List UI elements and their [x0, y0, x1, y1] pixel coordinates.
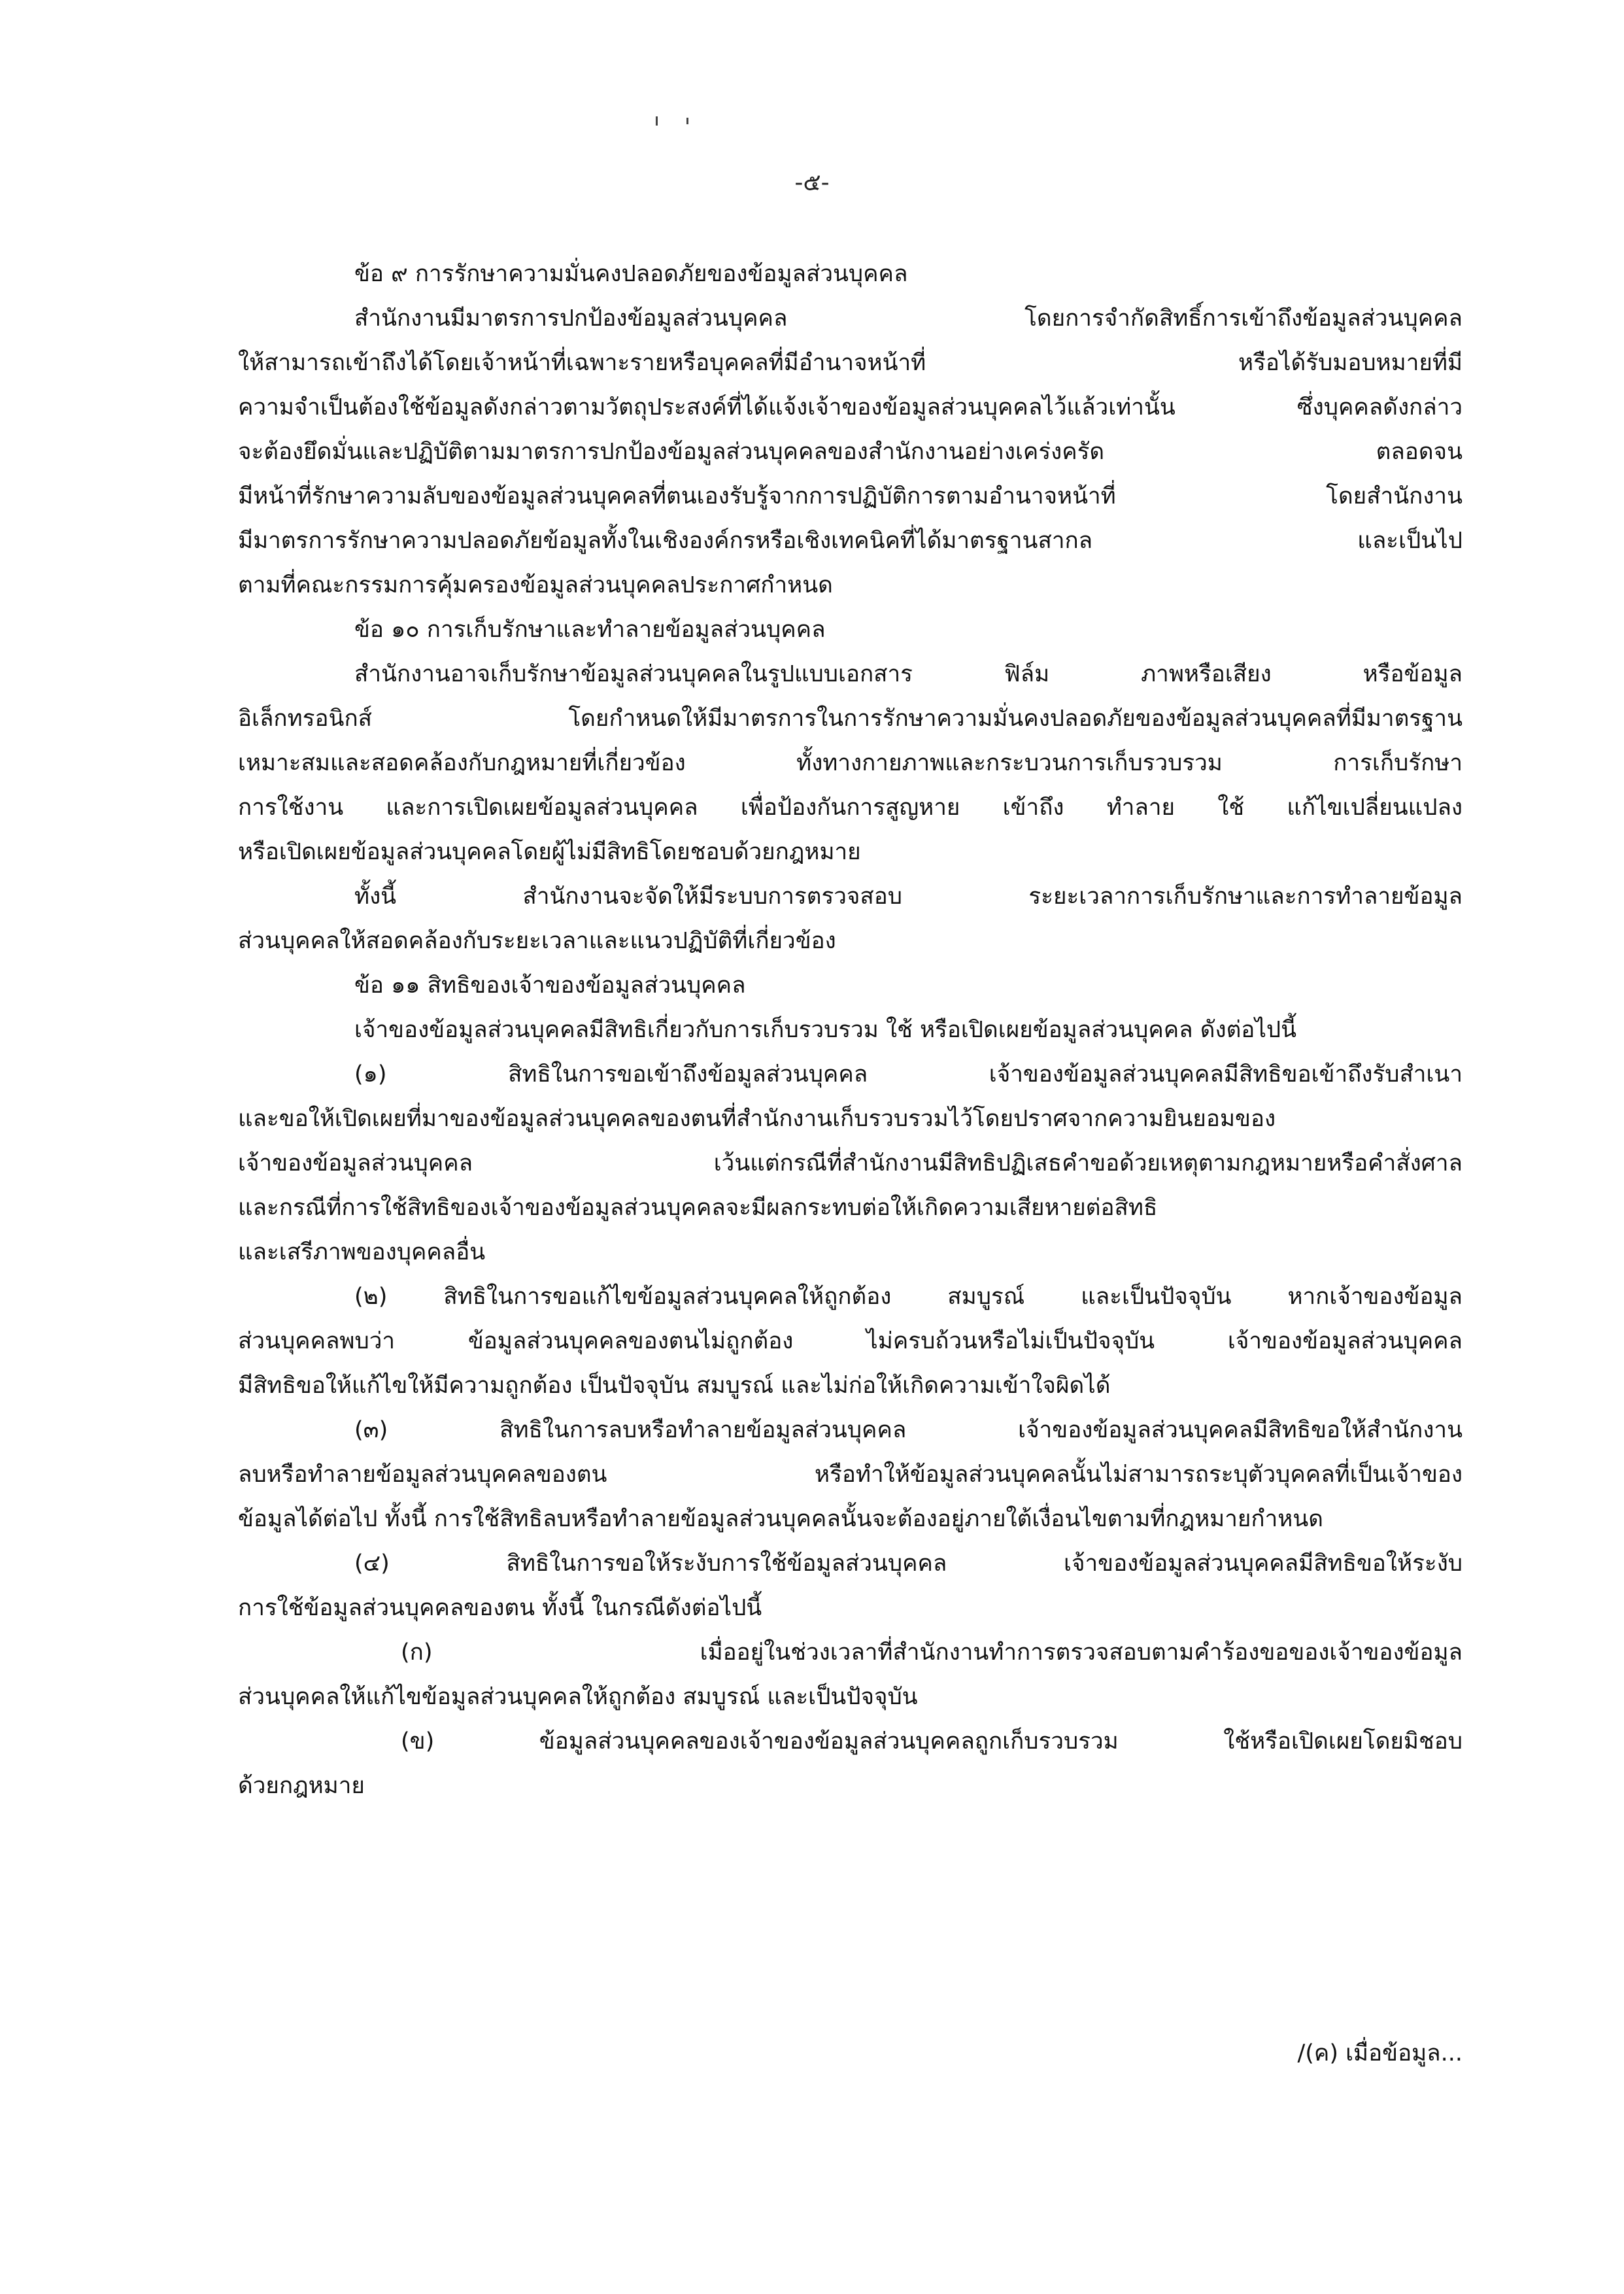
continuation-footer: /(ค) เมื่อข้อมูล...: [1297, 2040, 1463, 2066]
paragraph-first-line: (๔) สิทธิในการขอให้ระงับการใช้ข้อมูลส่วนบุคคล เจ้าของข้อมูลส่วนบุคคลมีสิทธิขอให้ระงับ: [354, 1550, 1463, 1577]
paragraph-line: ตามที่คณะกรรมการคุ้มครองข้อมูลส่วนบุคคลประกาศกำหนด: [238, 572, 833, 598]
section-heading: ข้อ ๙ การรักษาความมั่นคงปลอดภัยของข้อมูลส่วนบุคคล: [354, 261, 908, 287]
paragraph-line: อิเล็กทรอนิกส์ โดยกำหนดให้มีมาตรการในการรักษาความมั่นคงปลอดภัยของข้อมูลส่วนบุคคลที่มีมาตรฐาน: [238, 706, 1463, 732]
paragraph-first-line: (๒) สิทธิในการขอแก้ไขข้อมูลส่วนบุคคลให้ถูกต้อง สมบูรณ์ และเป็นปัจจุบัน หากเจ้าของข้อมูล: [354, 1284, 1463, 1310]
page-number: -๕-: [794, 169, 830, 196]
paragraph-line: การใช้งาน และการเปิดเผยข้อมูลส่วนบุคคล เพื่อป้องกันการสูญหาย เข้าถึง ทำลาย ใช้ แก้ไขเปลี่ยนแปลง: [238, 795, 1463, 821]
paragraph-line: มีหน้าที่รักษาความลับของข้อมูลส่วนบุคคลที่ตนเองรับรู้จากการปฏิบัติการตามอำนาจหน้าที่ โดยสำนักงาน: [238, 483, 1463, 509]
paragraph-line: และเสรีภาพของบุคคลอื่น: [238, 1239, 486, 1265]
paragraph-first-line: เจ้าของข้อมูลส่วนบุคคลมีสิทธิเกี่ยวกับการเก็บรวบรวม ใช้ หรือเปิดเผยข้อมูลส่วนบุคคล ดังต่อไปนี้: [354, 1017, 1297, 1043]
section-heading: ข้อ ๑๐ การเก็บรักษาและทำลายข้อมูลส่วนบุคคล: [354, 617, 826, 643]
paragraph-first-line: (ก) เมื่ออยู่ในช่วงเวลาที่สำนักงานทำการตรวจสอบตามคำร้องขอของเจ้าของข้อมูล: [401, 1639, 1463, 1666]
paragraph-line: ส่วนบุคคลให้แก้ไขข้อมูลส่วนบุคคลให้ถูกต้อง สมบูรณ์ และเป็นปัจจุบัน: [238, 1684, 918, 1710]
paragraph-first-line: (๑) สิทธิในการขอเข้าถึงข้อมูลส่วนบุคคล เจ้าของข้อมูลส่วนบุคคลมีสิทธิขอเข้าถึงรับสำเนา: [354, 1061, 1463, 1087]
paragraph-first-line: (๓) สิทธิในการลบหรือทำลายข้อมูลส่วนบุคคล เจ้าของข้อมูลส่วนบุคคลมีสิทธิขอให้สำนักงาน: [354, 1417, 1463, 1443]
scan-speck: [686, 118, 688, 124]
paragraph-first-line: (ข) ข้อมูลส่วนบุคคลของเจ้าของข้อมูลส่วนบุคคลถูกเก็บรวบรวม ใช้หรือเปิดเผยโดยมิชอบ: [401, 1728, 1463, 1755]
paragraph-first-line: สำนักงานมีมาตรการปกป้องข้อมูลส่วนบุคคล โดยการจำกัดสิทธิ์การเข้าถึงข้อมูลส่วนบุคคล: [354, 305, 1463, 332]
paragraph-line: ความจำเป็นต้องใช้ข้อมูลดังกล่าวตามวัตถุประสงค์ที่ได้แจ้งเจ้าของข้อมูลส่วนบุคคลไว้แล้วเท่านั้น ซึ่งบุคคลดังกล่าว: [238, 394, 1463, 420]
paragraph-line: ข้อมูลได้ต่อไป ทั้งนี้ การใช้สิทธิลบหรือทำลายข้อมูลส่วนบุคคลนั้นจะต้องอยู่ภายใต้เงื่อนไขตามที่กฎหมายกำหนด: [238, 1506, 1323, 1532]
paragraph-line: ลบหรือทำลายข้อมูลส่วนบุคคลของตน หรือทำให้ข้อมูลส่วนบุคคลนั้นไม่สามารถระบุตัวบุคคลที่เป็นเจ้าของ: [238, 1462, 1463, 1488]
paragraph-line: จะต้องยึดมั่นและปฏิบัติตามมาตรการปกป้องข้อมูลส่วนบุคคลของสำนักงานอย่างเคร่งครัด ตลอดจน: [238, 439, 1463, 465]
paragraph-line: และขอให้เปิดเผยที่มาของข้อมูลส่วนบุคคลของตนที่สำนักงานเก็บรวบรวมไว้โดยปราศจากความยินยอมของ: [238, 1106, 1276, 1132]
paragraph-line: ด้วยกฎหมาย: [238, 1773, 365, 1799]
paragraph-first-line: สำนักงานอาจเก็บรักษาข้อมูลส่วนบุคคลในรูปแบบเอกสาร ฟิล์ม ภาพหรือเสียง หรือข้อมูล: [354, 661, 1463, 687]
scan-speck: [656, 116, 658, 126]
paragraph-line: มีสิทธิขอให้แก้ไขให้มีความถูกต้อง เป็นปัจจุบัน สมบูรณ์ และไม่ก่อให้เกิดความเข้าใจผิดได้: [238, 1373, 1111, 1399]
paragraph-line: การใช้ข้อมูลส่วนบุคคลของตน ทั้งนี้ ในกรณีดังต่อไปนี้: [238, 1595, 762, 1621]
paragraph-line: ส่วนบุคคลให้สอดคล้องกับระยะเวลาและแนวปฏิบัติที่เกี่ยวข้อง: [238, 928, 836, 954]
section-heading: ข้อ ๑๑ สิทธิของเจ้าของข้อมูลส่วนบุคคล: [354, 972, 746, 999]
paragraph-line: เจ้าของข้อมูลส่วนบุคคล เว้นแต่กรณีที่สำนักงานมีสิทธิปฏิเสธคำขอด้วยเหตุตามกฎหมายหรือคำสั่งศาล: [238, 1150, 1463, 1176]
paragraph-line: ให้สามารถเข้าถึงได้โดยเจ้าหน้าที่เฉพาะรายหรือบุคคลที่มีอำนาจหน้าที่ หรือได้รับมอบหมายที่มี: [238, 350, 1463, 376]
document-body: [238, 252, 1463, 1808]
paragraph-line: และกรณีที่การใช้สิทธิของเจ้าของข้อมูลส่วนบุคคลจะมีผลกระทบต่อให้เกิดความเสียหายต่อสิทธิ: [238, 1195, 1158, 1221]
paragraph-line: หรือเปิดเผยข้อมูลส่วนบุคคลโดยผู้ไม่มีสิทธิโดยชอบด้วยกฎหมาย: [238, 839, 861, 865]
paragraph-first-line: ทั้งนี้ สำนักงานจะจัดให้มีระบบการตรวจสอบ ระยะเวลาการเก็บรักษาและการทำลายข้อมูล: [354, 883, 1463, 910]
paragraph-line: ส่วนบุคคลพบว่า ข้อมูลส่วนบุคคลของตนไม่ถูกต้อง ไม่ครบถ้วนหรือไม่เป็นปัจจุบัน เจ้าของข้อมูลส่วนบุคคล: [238, 1328, 1463, 1354]
paragraph-line: เหมาะสมและสอดคล้องกับกฎหมายที่เกี่ยวข้อง ทั้งทางกายภาพและกระบวนการเก็บรวบรวม การเก็บรักษา: [238, 750, 1463, 776]
paragraph-line: มีมาตรการรักษาความปลอดภัยข้อมูลทั้งในเชิงองค์กรหรือเชิงเทคนิคที่ได้มาตรฐานสากล และเป็นไป: [238, 528, 1463, 554]
